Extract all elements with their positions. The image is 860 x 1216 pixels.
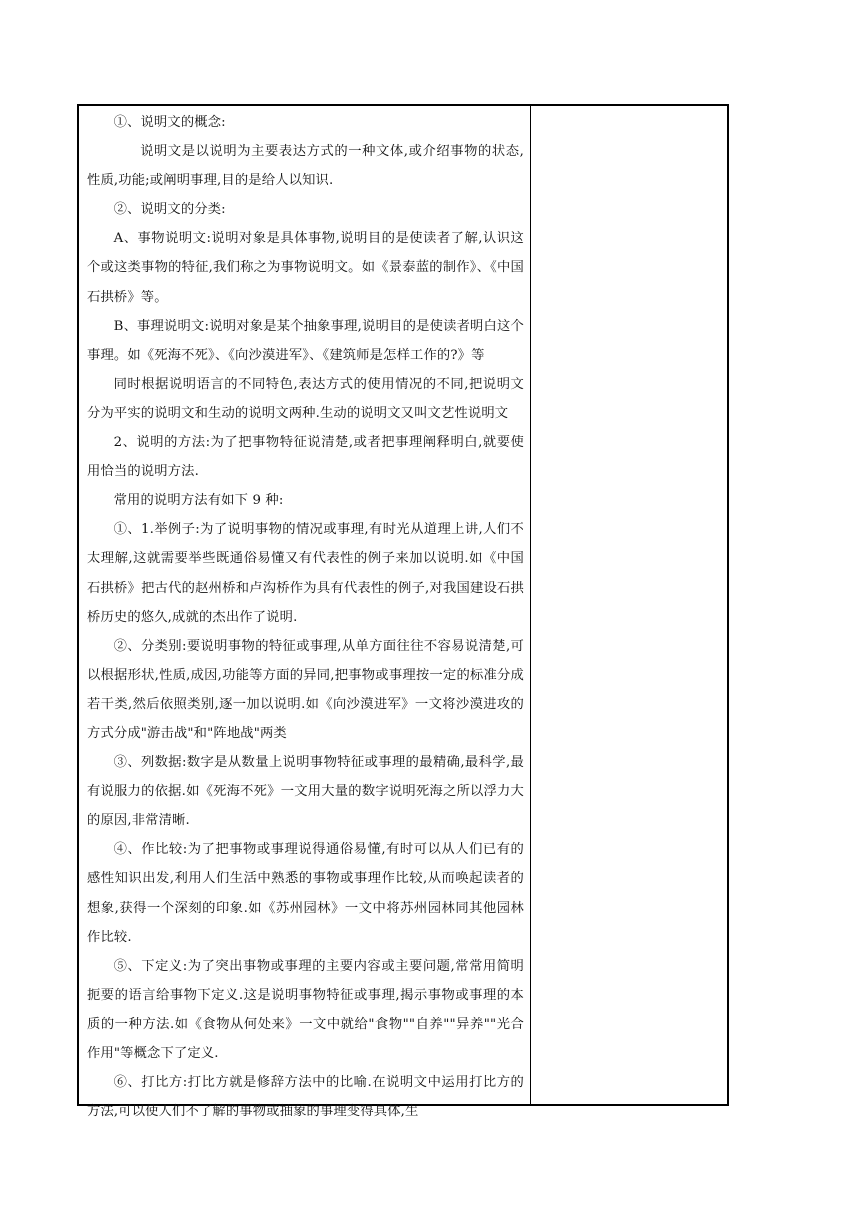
paragraph-method-classification: ②、分类别:要说明事物的特征或事理,从单方面往往不容易说清楚,可以根据形状,性质,成因,功能等方面的异同,把事物或事理按一定的标准分成若干类,然后依照类别,逐一加以说明.如《向沙漠进军》一文将沙漠进攻的方式分成"游击战"和"阵地战"两类 xyxy=(87,638,524,741)
paragraph-thing-expository: A、事物说明文:说明对象是具体事物,说明目的是使读者了解,认识这个或这类事物的特征,我们称之为事物说明文。如《景泰蓝的制作》、《中国石拱桥》等。 xyxy=(87,231,524,305)
paragraph-method-examples: ①、1.举例子:为了说明事物的情况或事理,有时光从道理上讲,人们不太理解,这就需要举些既通俗易懂又有代表性的例子来加以说明.如《中国石拱桥》把古代的赵州桥和卢沟桥作为具有代表性的例子,对我国建设石拱桥历史的悠久,成就的杰出作了说明. xyxy=(87,522,524,625)
main-text-cell xyxy=(79,106,531,1120)
paragraph-methods-count: 常用的说明方法有如下 9 种: xyxy=(113,493,284,509)
paragraph-reason-expository: B、事理说明文:说明对象是某个抽象事理,说明目的是使读者明白这个事理。如《死海不死》、《向沙漠进军》、《建筑师是怎样工作的?》等 xyxy=(87,318,524,363)
paragraph-methods-intro: 2、说明的方法:为了把事物特征说清楚,或者把事理阐释明白,就要使用恰当的说明方法. xyxy=(87,435,524,480)
paragraph-method-definition: ⑤、下定义:为了突出事物或事理的主要内容或主要问题,常常用简明扼要的语言给事物下定义.这是说明事物特征或事理,揭示事物或事理的本质的一种方法.如《食物从何处来》一文中就给"食物""自养""异养""光合作用"等概念下了定义. xyxy=(87,958,524,1061)
paragraph-method-comparison: ④、作比较:为了把事物或事理说得通俗易懂,有时可以从人们已有的感性知识出发,利用人们生活中熟悉的事物或事理作比较,从而唤起读者的想象,获得一个深刻的印象.如《苏州园林》一文中将苏州园林同其他园林作比较. xyxy=(87,842,524,945)
paragraph-language-types: 同时根据说明语言的不同特色,表达方式的使用情况的不同,把说明文分为平实的说明文和生动的说明文两种.生动的说明文又叫文艺性说明文 xyxy=(87,376,524,421)
paragraph-concept-heading: ①、说明文的概念: xyxy=(113,115,226,130)
paragraph-classification-heading: ②、说明文的分类: xyxy=(113,202,226,218)
paragraph-method-data: ③、列数据:数字是从数量上说明事物特征或事理的最精确,最科学,最有说服力的依据.如《死海不死》一文用大量的数字说明死海之所以浮力大的原因,非常清晰. xyxy=(87,755,524,829)
notes-cell xyxy=(531,106,727,1104)
paragraph-concept-definition: 说明文是以说明为主要表达方式的一种文体,或介绍事物的状态,性质,功能;或阐明事理,目的是给人以知识. xyxy=(87,144,524,189)
content-table xyxy=(77,104,729,1120)
paragraph-method-analogy: ⑥、打比方:打比方就是修辞方法中的比喻.在说明文中运用打比方的方法,可以使人们不了解的事物或抽象的事理变得具体,生 xyxy=(87,1075,524,1120)
